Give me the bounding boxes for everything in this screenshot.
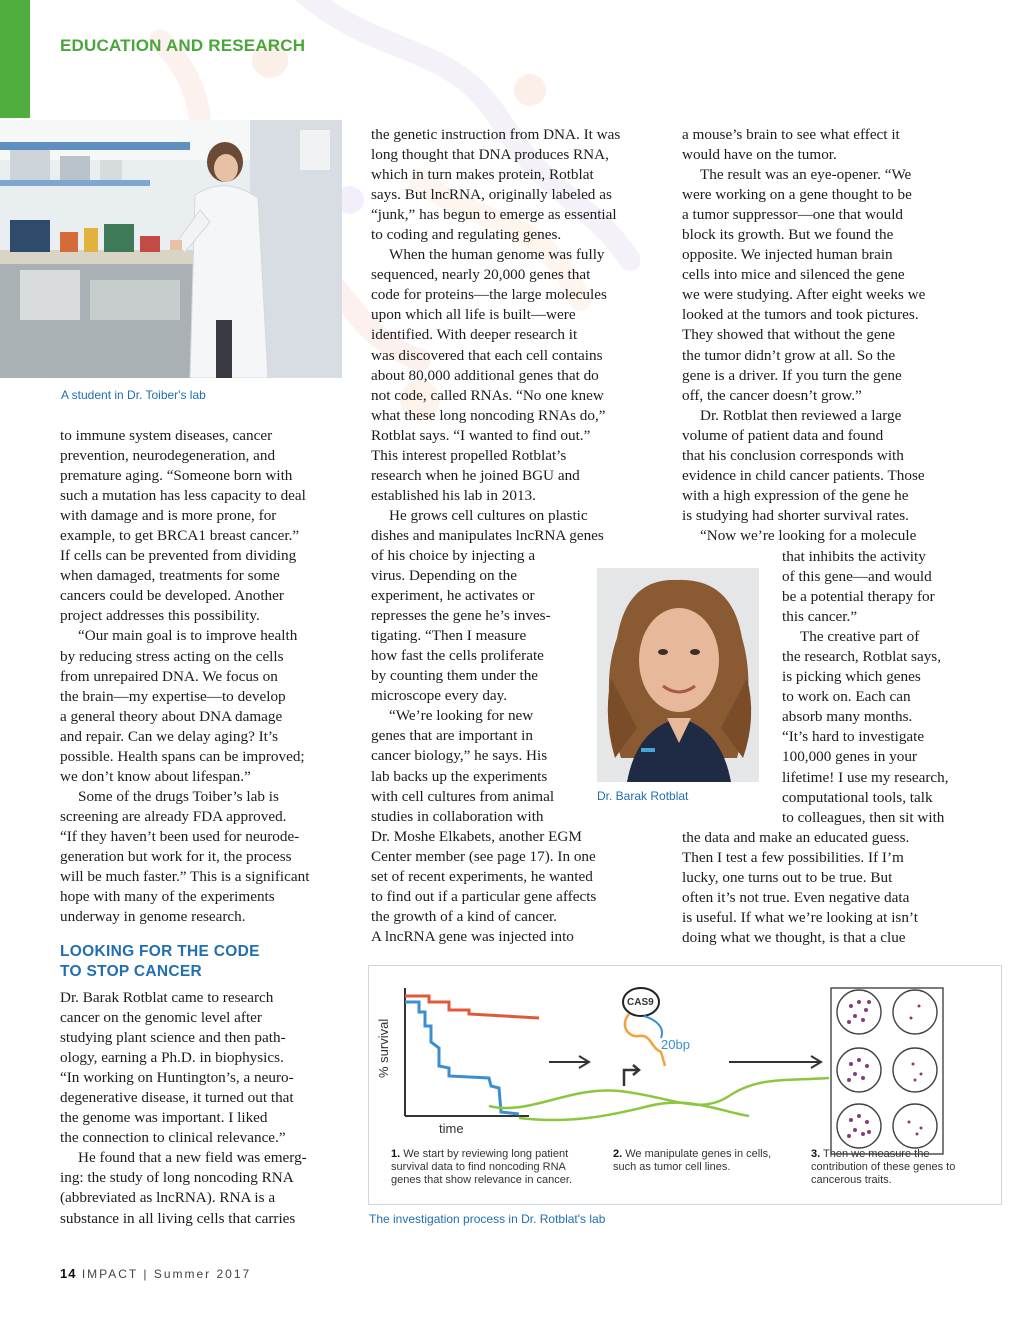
text-line: doing what we thought, is that a clue: [682, 929, 906, 947]
text-line: off, the cancer doesn’t grow.”: [682, 386, 862, 404]
text-line: the connection to clinical relevance.”: [60, 1129, 286, 1147]
col1-paragraph-3: [60, 787, 352, 927]
text-line: a general theory about DNA damage: [60, 707, 283, 725]
text-line: computational tools, talk: [782, 788, 933, 806]
text-line: the research, Rotblat says,: [782, 648, 941, 666]
text-line: looked at the tumors and took pictures.: [682, 306, 919, 324]
text-line: lab backs up the experiments: [371, 767, 548, 785]
column-3-wrap: [782, 547, 982, 828]
text-line: about 80,000 additional genes that do: [371, 366, 599, 384]
text-line: Dr. Rotblat then reviewed a large: [700, 406, 902, 424]
col3-paragraph-2: [682, 165, 982, 406]
text-line: is useful. If what we’re looking at isn’t: [682, 909, 918, 927]
text-line: “It’s hard to investigate: [782, 728, 925, 746]
col1-paragraph-4: [60, 988, 352, 1148]
col1-paragraph-1: [60, 426, 352, 626]
text-line: long thought that DNA produces RNA,: [371, 146, 609, 164]
column-1-lower: [60, 988, 352, 1229]
text-line: when damaged, treatments for some: [60, 567, 280, 585]
text-line: the tumor didn’t grow at all. So the: [682, 346, 896, 364]
text-line: the growth of a kind of cancer.: [371, 907, 557, 925]
text-line: “Now we’re looking for a molecule: [700, 526, 917, 544]
text-line: gene is a driver. If you turn the gene: [682, 366, 902, 384]
publication-name: IMPACT | Summer 2017: [81, 1267, 252, 1281]
text-line: lucky, one turns out to be true. But: [682, 869, 893, 887]
column-3-lower: [682, 828, 982, 948]
column-2: [371, 125, 671, 947]
text-line: the brain—my expertise—to develop: [60, 687, 286, 705]
text-line: They showed that without the gene: [682, 326, 895, 344]
step-1-text: [391, 1148, 596, 1187]
text-line: “In working on Huntington’s, a neuro-: [60, 1069, 294, 1087]
text-line: Center member (see page 17). In one: [371, 847, 596, 865]
text-line: microscope every day.: [371, 687, 508, 705]
diagram-caption: The investigation process in Dr. Rotblat's lab: [369, 1212, 606, 1226]
text-line: ing: the study of long noncoding RNA: [60, 1169, 294, 1187]
survival-curve-blue: [405, 1002, 519, 1114]
text-line: He grows cell cultures on plastic: [389, 506, 588, 524]
text-line: from unrepaired DNA. We focus on: [60, 667, 278, 685]
text-line: This interest propelled Rotblat’s: [371, 446, 567, 464]
text-line: Rotblat says. “I wanted to find out.”: [371, 426, 591, 444]
text-line: will be much faster.” This is a significant: [60, 868, 310, 886]
text-line: by reducing stress acting on the cells: [60, 647, 284, 665]
text-line: The creative part of: [800, 628, 920, 646]
text-line: to find out if a particular gene affects: [371, 887, 597, 905]
guide-rna-icon: [625, 1014, 665, 1066]
text-line: a tumor suppressor—one that would: [682, 206, 904, 224]
text-line: studying plant science and then path-: [60, 1029, 286, 1047]
text-line: this cancer.”: [782, 608, 858, 626]
text-line: we don’t know about lifespan.”: [60, 767, 251, 785]
page-number: 14: [60, 1266, 77, 1281]
section-color-bar: [0, 0, 30, 118]
text-line: He found that a new field was emerg-: [78, 1149, 307, 1167]
text-line: virus. Depending on the: [371, 567, 517, 585]
column-3: [682, 125, 982, 546]
heading-line: TO STOP CANCER: [60, 963, 203, 980]
diagram-y-label: % survival: [376, 1018, 391, 1078]
step-2-text: [613, 1148, 793, 1174]
step-description: We manipulate genes in cells, such as tumor cell lines.: [613, 1148, 772, 1173]
portrait-caption: Dr. Barak Rotblat: [597, 789, 689, 803]
text-line: tigating. “Then I measure: [371, 627, 527, 645]
text-line: how fast the cells proliferate: [371, 647, 544, 665]
text-line: research when he joined BGU and: [371, 466, 580, 484]
text-line: is picking which genes: [782, 668, 921, 686]
text-line: that his conclusion corresponds with: [682, 446, 904, 464]
col3-paragraph-5-end: [682, 828, 982, 948]
text-line: to coding and regulating genes.: [371, 226, 562, 244]
text-line: project addresses this possibility.: [60, 607, 260, 625]
heading-line: LOOKING FOR THE CODE: [60, 943, 260, 960]
text-line: prevention, neurodegeneration, and: [60, 447, 276, 465]
text-line: we were studying. After eight weeks we: [682, 286, 926, 304]
text-line: “If they haven’t been used for neurode-: [60, 827, 300, 845]
text-line: Dr. Barak Rotblat came to research: [60, 989, 274, 1006]
text-line: experiment, he activates or: [371, 587, 535, 605]
text-line: dishes and manipulates lncRNA genes: [371, 526, 604, 544]
section-heading: [60, 942, 350, 982]
text-line: studies in collaboration with: [371, 807, 544, 825]
text-line: 100,000 genes in your: [782, 748, 917, 766]
rotblat-portrait-photo: [597, 568, 759, 782]
text-line: the genome was important. I liked: [60, 1109, 268, 1127]
text-line: A lncRNA gene was injected into: [371, 927, 574, 945]
text-line: established his lab in 2013.: [371, 486, 536, 504]
text-line: with damage and is more prone, for: [60, 507, 277, 525]
lab-student-photo: [0, 120, 342, 378]
text-line: genes that are important in: [371, 727, 533, 745]
text-line: not code, called RNAs. “No one knew: [371, 386, 604, 404]
petri-dish-grid: [831, 988, 943, 1154]
text-line: block its growth. But we found the: [682, 226, 894, 244]
text-line: is studying had shorter survival rates.: [682, 506, 909, 524]
text-line: of this gene—and would: [782, 568, 932, 586]
text-line: that inhibits the activity: [782, 548, 926, 565]
text-line: which in turn makes protein, Rotblat: [371, 166, 594, 184]
step-number: 1.: [391, 1148, 401, 1160]
text-line: cancers could be developed. Another: [60, 587, 284, 605]
page-footer: [60, 1266, 251, 1281]
text-line: screening are already FDA approved.: [60, 807, 287, 825]
text-line: The result was an eye-opener. “We: [700, 166, 912, 184]
text-line: generation but work for it, the process: [60, 847, 292, 865]
text-line: degenerative disease, it turned out that: [60, 1089, 294, 1107]
step-number: 3.: [811, 1148, 821, 1160]
text-line: and repair. Can we delay aging? It’s: [60, 727, 279, 745]
text-line: volume of patient data and found: [682, 426, 884, 444]
step-description: We start by reviewing long patient survival data to find noncoding RNA genes that show relevance in cancer.: [391, 1148, 573, 1186]
text-line: lifetime! I use my research,: [782, 768, 949, 786]
col2-paragraph-2: [371, 245, 671, 506]
text-line: often it’s not true. Even negative data: [682, 889, 910, 907]
col3-paragraph-5-wrap: [782, 627, 982, 827]
section-label: EDUCATION AND RESEARCH: [60, 36, 306, 55]
text-line: cancer biology,” he says. His: [371, 747, 548, 765]
text-line: If cells can be prevented from dividing: [60, 547, 297, 565]
text-line: evidence in child cancer patients. Those: [682, 466, 925, 484]
column-1: [60, 426, 352, 927]
text-line: Dr. Moshe Elkabets, another EGM: [371, 827, 582, 845]
text-line: of his choice by injecting a: [371, 546, 536, 564]
investigation-process-diagram: [368, 965, 1002, 1205]
text-line: “Our main goal is to improve health: [78, 627, 298, 645]
cas9-label: CAS9: [627, 997, 654, 1008]
col3-paragraph-4-start: [682, 526, 982, 546]
diagram-x-label: time: [439, 1121, 464, 1136]
text-line: sequenced, nearly 20,000 genes that: [371, 266, 591, 284]
text-line: represses the gene he’s inves-: [371, 607, 551, 625]
text-line: was discovered that each cell contains: [371, 346, 603, 364]
text-line: to immune system diseases, cancer: [60, 427, 273, 444]
text-line: (abbreviated as lncRNA). RNA is a: [60, 1189, 276, 1207]
text-line: possible. Health spans can be improved;: [60, 747, 305, 765]
col1-paragraph-5: [60, 1148, 352, 1228]
text-line: such a mutation has less capacity to deal: [60, 487, 306, 505]
text-line: absorb many months.: [782, 708, 913, 726]
col3-paragraph-4-wrap: [782, 547, 982, 627]
text-line: cancer on the genomic level after: [60, 1009, 262, 1027]
text-line: substance in all living cells that carries: [60, 1209, 296, 1227]
text-line: by counting them under the: [371, 667, 539, 685]
text-line: to work on. Each can: [782, 688, 911, 706]
step-3-text: [811, 1148, 981, 1187]
text-line: would have on the tumor.: [682, 146, 837, 164]
col3-paragraph-3: [682, 406, 982, 526]
text-line: premature aging. “Someone born with: [60, 467, 293, 485]
step-description: Then we measure the contribution of these genes to cancerous traits.: [811, 1148, 956, 1186]
col3-paragraph-1: [682, 125, 982, 165]
text-line: underway in genome research.: [60, 908, 246, 926]
text-line: “junk,” has begun to emerge as essential: [371, 206, 617, 224]
text-line: to colleagues, then sit with: [782, 808, 945, 826]
text-line: identified. With deeper research it: [371, 326, 578, 344]
text-line: ology, earning a Ph.D. in biophysics.: [60, 1049, 284, 1067]
text-line: says. But lncRNA, originally labeled as: [371, 186, 612, 204]
text-line: Then I test a few possibilities. If I’m: [682, 849, 904, 867]
text-line: example, to get BRCA1 breast cancer.”: [60, 527, 300, 545]
text-line: opposite. We injected human brain: [682, 246, 893, 264]
text-line: a mouse’s brain to see what effect it: [682, 126, 900, 143]
dna-strand: [519, 1103, 749, 1120]
text-line: code for proteins—the large molecules: [371, 286, 607, 304]
text-line: Some of the drugs Toiber’s lab is: [78, 787, 279, 805]
text-line: were working on a gene thought to be: [682, 186, 912, 204]
lab-photo-caption: A student in Dr. Toiber's lab: [61, 388, 206, 402]
col1-paragraph-2: [60, 626, 352, 786]
text-line: with a high expression of the gene he: [682, 486, 909, 504]
step-number: 2.: [613, 1148, 623, 1160]
text-line: “We’re looking for new: [389, 707, 534, 725]
text-line: hope with many of the experiments: [60, 888, 275, 906]
text-line: set of recent experiments, he wanted: [371, 867, 593, 885]
text-line: be a potential therapy for: [782, 588, 935, 606]
text-line: When the human genome was fully: [389, 246, 605, 264]
col2-paragraph-1: [371, 125, 671, 245]
text-line: the data and make an educated guess.: [682, 829, 910, 846]
text-line: what these long noncoding RNAs do,”: [371, 406, 606, 424]
text-line: with cell cultures from animal: [371, 787, 555, 805]
text-line: the genetic instruction from DNA. It was: [371, 126, 621, 143]
bp-label: 20bp: [661, 1037, 690, 1052]
text-line: cells into mice and silenced the gene: [682, 266, 905, 284]
text-line: upon which all life is built—were: [371, 306, 576, 324]
